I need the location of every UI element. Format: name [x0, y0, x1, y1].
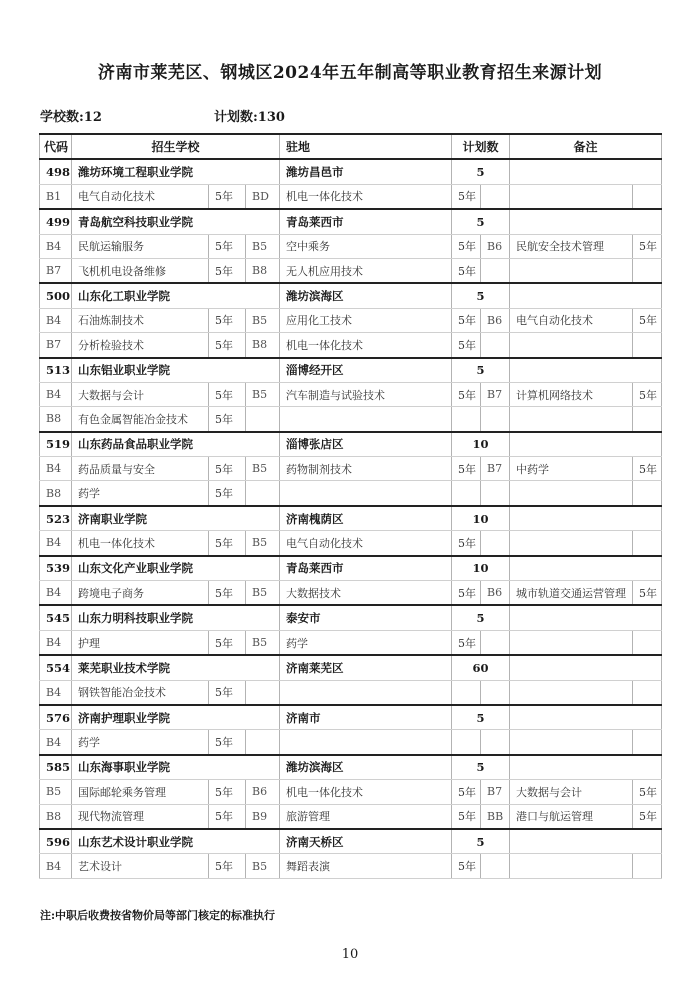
major-name	[510, 630, 633, 655]
major-years: 5年	[209, 630, 246, 655]
major-name	[510, 680, 633, 705]
major-years: 5年	[209, 333, 246, 358]
school-plan-count: 10	[452, 556, 510, 581]
major-years: 5年	[452, 531, 481, 556]
header-plan: 计划数	[452, 134, 510, 159]
major-code	[246, 407, 280, 432]
major-years: 5年	[633, 457, 662, 481]
major-name: 港口与航运管理	[510, 804, 633, 829]
major-code: B8	[246, 333, 280, 358]
major-name	[280, 680, 452, 705]
major-name: 机电一体化技术	[280, 333, 452, 358]
major-row	[40, 481, 662, 506]
school-remarks	[510, 556, 662, 581]
school-plan-count: 5	[452, 829, 510, 854]
major-name: 药学	[72, 730, 209, 755]
major-years: 5年	[633, 780, 662, 804]
major-code: B8	[40, 407, 72, 432]
school-code: 576	[40, 705, 72, 730]
major-code: B5	[246, 457, 280, 481]
major-years: 5年	[452, 581, 481, 606]
major-years: 5年	[452, 234, 481, 258]
header-code: 代码	[40, 134, 72, 159]
school-row	[40, 432, 662, 457]
school-plan-count: 5	[452, 755, 510, 780]
major-years	[633, 184, 662, 209]
school-location: 济南天桥区	[280, 829, 452, 854]
school-name: 山东铝业职业学院	[72, 358, 280, 383]
major-code: B4	[40, 234, 72, 258]
major-code: B5	[246, 382, 280, 406]
school-code: 585	[40, 755, 72, 780]
major-years: 5年	[452, 780, 481, 804]
major-name: 飞机机电设备维修	[72, 258, 209, 283]
major-code: B7	[40, 333, 72, 358]
major-name: 空中乘务	[280, 234, 452, 258]
school-row	[40, 209, 662, 234]
major-row	[40, 382, 662, 406]
major-code: B8	[40, 804, 72, 829]
major-code	[481, 258, 510, 283]
major-name: 电气自动化技术	[280, 531, 452, 556]
major-name: 电气自动化技术	[72, 184, 209, 209]
major-name	[510, 258, 633, 283]
school-location: 淄博张店区	[280, 432, 452, 457]
school-location: 泰安市	[280, 605, 452, 630]
major-row	[40, 581, 662, 606]
page-number: 10	[341, 947, 359, 962]
school-remarks	[510, 605, 662, 630]
school-row	[40, 556, 662, 581]
school-remarks	[510, 705, 662, 730]
major-name: 舞蹈表演	[280, 854, 452, 878]
school-location: 潍坊昌邑市	[280, 159, 452, 184]
school-name: 青岛航空科技职业学院	[72, 209, 280, 234]
major-code	[481, 407, 510, 432]
major-name: 民航运输服务	[72, 234, 209, 258]
major-years: 5年	[452, 382, 481, 406]
school-row	[40, 755, 662, 780]
major-row	[40, 258, 662, 283]
major-name: 机电一体化技术	[280, 184, 452, 209]
major-years: 5年	[209, 780, 246, 804]
major-years: 5年	[209, 804, 246, 829]
major-name: 药学	[72, 481, 209, 506]
school-name: 山东化工职业学院	[72, 283, 280, 308]
school-name: 山东药品食品职业学院	[72, 432, 280, 457]
school-remarks	[510, 829, 662, 854]
school-plan-count: 5	[452, 605, 510, 630]
major-code: B5	[246, 308, 280, 332]
school-plan-count: 10	[452, 506, 510, 531]
major-code	[481, 630, 510, 655]
major-code: B7	[481, 780, 510, 804]
major-years: 5年	[452, 184, 481, 209]
major-years: 5年	[633, 308, 662, 332]
major-code: BB	[481, 804, 510, 829]
major-code: BD	[246, 184, 280, 209]
major-code	[481, 854, 510, 878]
major-years	[452, 407, 481, 432]
major-code: B5	[246, 854, 280, 878]
major-code: B8	[40, 481, 72, 506]
major-years	[633, 258, 662, 283]
school-code: 498	[40, 159, 72, 184]
school-code: 545	[40, 605, 72, 630]
major-years	[452, 730, 481, 755]
school-count: 学校数:12	[40, 110, 102, 125]
major-years	[633, 481, 662, 506]
school-row	[40, 506, 662, 531]
footnote: 注:中职后收费按省物价局等部门核定的标准执行	[40, 909, 276, 922]
school-plan-count: 5	[452, 358, 510, 383]
major-years: 5年	[633, 581, 662, 606]
major-name: 城市轨道交通运营管理	[510, 581, 633, 606]
major-row	[40, 680, 662, 705]
major-name	[280, 407, 452, 432]
major-code: B6	[481, 581, 510, 606]
school-name: 莱芜职业技术学院	[72, 655, 280, 680]
major-name: 药品质量与安全	[72, 457, 209, 481]
major-name	[510, 407, 633, 432]
major-code: B1	[40, 184, 72, 209]
major-years: 5年	[452, 457, 481, 481]
school-code: 500	[40, 283, 72, 308]
major-code: B6	[246, 780, 280, 804]
school-remarks	[510, 159, 662, 184]
major-years	[633, 854, 662, 878]
school-name: 山东艺术设计职业学院	[72, 829, 280, 854]
major-code: B4	[40, 680, 72, 705]
major-name: 大数据与会计	[72, 382, 209, 406]
major-row	[40, 333, 662, 358]
major-code: B5	[246, 234, 280, 258]
major-years: 5年	[633, 382, 662, 406]
school-code: 554	[40, 655, 72, 680]
school-location: 济南市	[280, 705, 452, 730]
major-code: B9	[246, 804, 280, 829]
major-name: 石油炼制技术	[72, 308, 209, 332]
major-name	[510, 730, 633, 755]
major-name	[510, 481, 633, 506]
school-location: 潍坊滨海区	[280, 755, 452, 780]
school-plan-count: 5	[452, 159, 510, 184]
major-name: 大数据技术	[280, 581, 452, 606]
school-location: 淄博经开区	[280, 358, 452, 383]
major-name: 中药学	[510, 457, 633, 481]
major-name: 药物制剂技术	[280, 457, 452, 481]
major-code: B4	[40, 730, 72, 755]
major-name: 护理	[72, 630, 209, 655]
major-years	[633, 680, 662, 705]
school-name: 济南职业学院	[72, 506, 280, 531]
major-code: B7	[481, 382, 510, 406]
school-code: 596	[40, 829, 72, 854]
major-name	[280, 730, 452, 755]
major-name: 艺术设计	[72, 854, 209, 878]
major-years: 5年	[209, 531, 246, 556]
major-code: B4	[40, 457, 72, 481]
school-row	[40, 655, 662, 680]
major-name	[510, 333, 633, 358]
major-years: 5年	[209, 680, 246, 705]
major-name: 计算机网络技术	[510, 382, 633, 406]
major-code: B7	[40, 258, 72, 283]
major-code: B4	[40, 531, 72, 556]
major-years	[452, 481, 481, 506]
school-row	[40, 605, 662, 630]
school-row	[40, 283, 662, 308]
school-code: 519	[40, 432, 72, 457]
major-code: B6	[481, 308, 510, 332]
major-years	[633, 407, 662, 432]
school-location: 济南莱芜区	[280, 655, 452, 680]
major-row	[40, 457, 662, 481]
major-code: B4	[40, 581, 72, 606]
major-name	[280, 481, 452, 506]
major-years: 5年	[452, 630, 481, 655]
major-name: 汽车制造与试验技术	[280, 382, 452, 406]
major-code: B8	[246, 258, 280, 283]
major-code: B5	[40, 780, 72, 804]
major-name: 旅游管理	[280, 804, 452, 829]
major-name	[510, 184, 633, 209]
major-name: 钢铁智能冶金技术	[72, 680, 209, 705]
major-years: 5年	[452, 333, 481, 358]
major-name: 有色金属智能冶金技术	[72, 407, 209, 432]
major-years: 5年	[209, 258, 246, 283]
major-name	[510, 854, 633, 878]
header-school: 招生学校	[72, 134, 280, 159]
major-years: 5年	[452, 804, 481, 829]
major-code: B5	[246, 630, 280, 655]
school-remarks	[510, 283, 662, 308]
major-name: 跨境电子商务	[72, 581, 209, 606]
table-header-row	[40, 134, 662, 159]
major-row	[40, 730, 662, 755]
major-years: 5年	[209, 234, 246, 258]
school-plan-count: 5	[452, 283, 510, 308]
major-years: 5年	[452, 308, 481, 332]
major-row	[40, 531, 662, 556]
major-code	[481, 730, 510, 755]
major-years: 5年	[452, 258, 481, 283]
school-row	[40, 705, 662, 730]
major-years: 5年	[209, 730, 246, 755]
major-code	[481, 680, 510, 705]
major-name: 应用化工技术	[280, 308, 452, 332]
major-years	[633, 531, 662, 556]
school-name: 山东文化产业职业学院	[72, 556, 280, 581]
major-name: 电气自动化技术	[510, 308, 633, 332]
major-code: B5	[246, 581, 280, 606]
page-title: 济南市莱芜区、钢城区2024年五年制高等职业教育招生来源计划	[97, 63, 603, 83]
major-name: 机电一体化技术	[72, 531, 209, 556]
school-plan-count: 10	[452, 432, 510, 457]
major-row	[40, 804, 662, 829]
school-code: 499	[40, 209, 72, 234]
major-code: B5	[246, 531, 280, 556]
school-row	[40, 159, 662, 184]
major-row	[40, 630, 662, 655]
major-years: 5年	[209, 457, 246, 481]
major-name: 国际邮轮乘务管理	[72, 780, 209, 804]
school-location: 青岛莱西市	[280, 209, 452, 234]
major-code: B4	[40, 630, 72, 655]
major-years: 5年	[209, 407, 246, 432]
major-years: 5年	[452, 854, 481, 878]
plan-count: 计划数:130	[214, 110, 285, 125]
school-remarks	[510, 655, 662, 680]
major-code	[481, 531, 510, 556]
major-years	[452, 680, 481, 705]
major-name: 无人机应用技术	[280, 258, 452, 283]
major-name: 机电一体化技术	[280, 780, 452, 804]
school-name: 潍坊环境工程职业学院	[72, 159, 280, 184]
major-code: B4	[40, 854, 72, 878]
school-code: 513	[40, 358, 72, 383]
major-row	[40, 780, 662, 804]
major-code	[481, 184, 510, 209]
major-name: 现代物流管理	[72, 804, 209, 829]
major-name: 大数据与会计	[510, 780, 633, 804]
major-years: 5年	[633, 234, 662, 258]
header-remarks: 备注	[510, 134, 662, 159]
school-location: 青岛莱西市	[280, 556, 452, 581]
major-row	[40, 184, 662, 209]
major-code	[246, 680, 280, 705]
major-row	[40, 407, 662, 432]
major-code: B7	[481, 457, 510, 481]
major-years: 5年	[209, 854, 246, 878]
major-row	[40, 308, 662, 332]
school-remarks	[510, 358, 662, 383]
major-name: 药学	[280, 630, 452, 655]
major-code	[481, 333, 510, 358]
school-code: 523	[40, 506, 72, 531]
school-location: 潍坊滨海区	[280, 283, 452, 308]
major-years: 5年	[633, 804, 662, 829]
major-years	[633, 630, 662, 655]
school-location: 济南槐荫区	[280, 506, 452, 531]
major-years: 5年	[209, 184, 246, 209]
school-plan-count: 5	[452, 705, 510, 730]
major-name	[510, 531, 633, 556]
major-years: 5年	[209, 581, 246, 606]
major-code: B4	[40, 382, 72, 406]
major-years	[633, 333, 662, 358]
school-remarks	[510, 432, 662, 457]
major-years: 5年	[209, 308, 246, 332]
school-code: 539	[40, 556, 72, 581]
school-row	[40, 358, 662, 383]
major-code	[246, 730, 280, 755]
major-name: 分析检验技术	[72, 333, 209, 358]
major-code	[246, 481, 280, 506]
school-remarks	[510, 506, 662, 531]
major-code: B4	[40, 308, 72, 332]
major-name: 民航安全技术管理	[510, 234, 633, 258]
major-years: 5年	[209, 382, 246, 406]
school-remarks	[510, 755, 662, 780]
major-years: 5年	[209, 481, 246, 506]
major-years	[633, 730, 662, 755]
header-location: 驻地	[280, 134, 452, 159]
major-row	[40, 234, 662, 258]
school-plan-count: 5	[452, 209, 510, 234]
school-name: 济南护理职业学院	[72, 705, 280, 730]
school-row	[40, 829, 662, 854]
enrollment-plan-table	[39, 133, 662, 879]
school-name: 山东力明科技职业学院	[72, 605, 280, 630]
major-code: B6	[481, 234, 510, 258]
major-code	[481, 481, 510, 506]
major-row	[40, 854, 662, 878]
school-plan-count: 60	[452, 655, 510, 680]
school-name: 山东海事职业学院	[72, 755, 280, 780]
school-remarks	[510, 209, 662, 234]
